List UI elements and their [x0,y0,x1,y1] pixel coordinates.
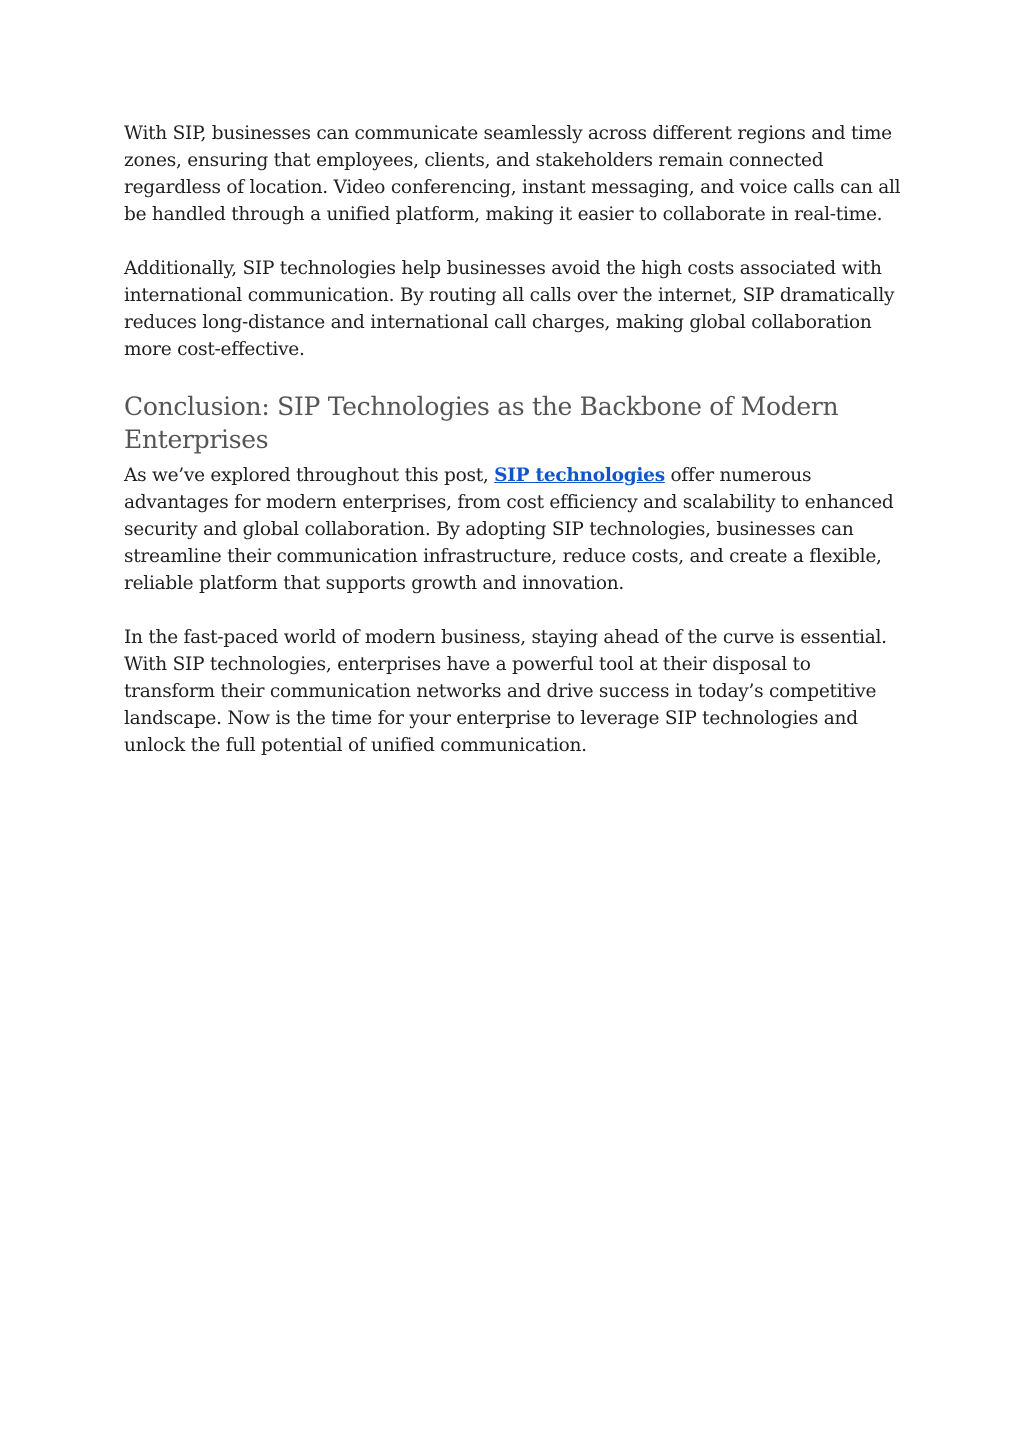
paragraph-closing: In the fast-paced world of modern business, staying ahead of the curve is essential. With SIP technologies, enterprises have a powerful tool at their disposal to transform their communication networks and drive success in today’s competitive landscape. Now is the time for your enterprise to leverage SIP technologies and unlock the full potential of unified communication. [124,627,887,756]
paragraph-cost-savings: Additionally, SIP technologies help businesses avoid the high costs associated with international communication. By routing all calls over the internet, SIP dramatically reduces long-distance and international call charges, making global collaboration more cost-effective. [124,258,895,360]
sip-technologies-link[interactable]: SIP technologies [494,465,665,486]
paragraph-global-communication: With SIP, businesses can communicate seamlessly across different regions and time zones, ensuring that employees, clients, and stakeholders remain connected regardless of location. Video conferencing, instant messaging, and voice calls can all be handled through a unified platform, making it easier to collaborate in real-time. [124,123,901,225]
paragraph-text-after-link: offer numerous advantages for modern enterprises, from cost efficiency and scalability to enhanced security and global collaboration. By adopting SIP technologies, businesses can streamline their communication infrastructure, reduce costs, and create a flexible, reliable platform that supports growth and innovation. [124,465,894,594]
conclusion-heading: Conclusion: SIP Technologies as the Backbone of Modern Enterprises [124,392,839,454]
paragraph-conclusion-summary [124,462,904,597]
document-page [124,120,904,759]
paragraph-text-before-link: As we’ve explored throughout this post, [124,465,495,486]
